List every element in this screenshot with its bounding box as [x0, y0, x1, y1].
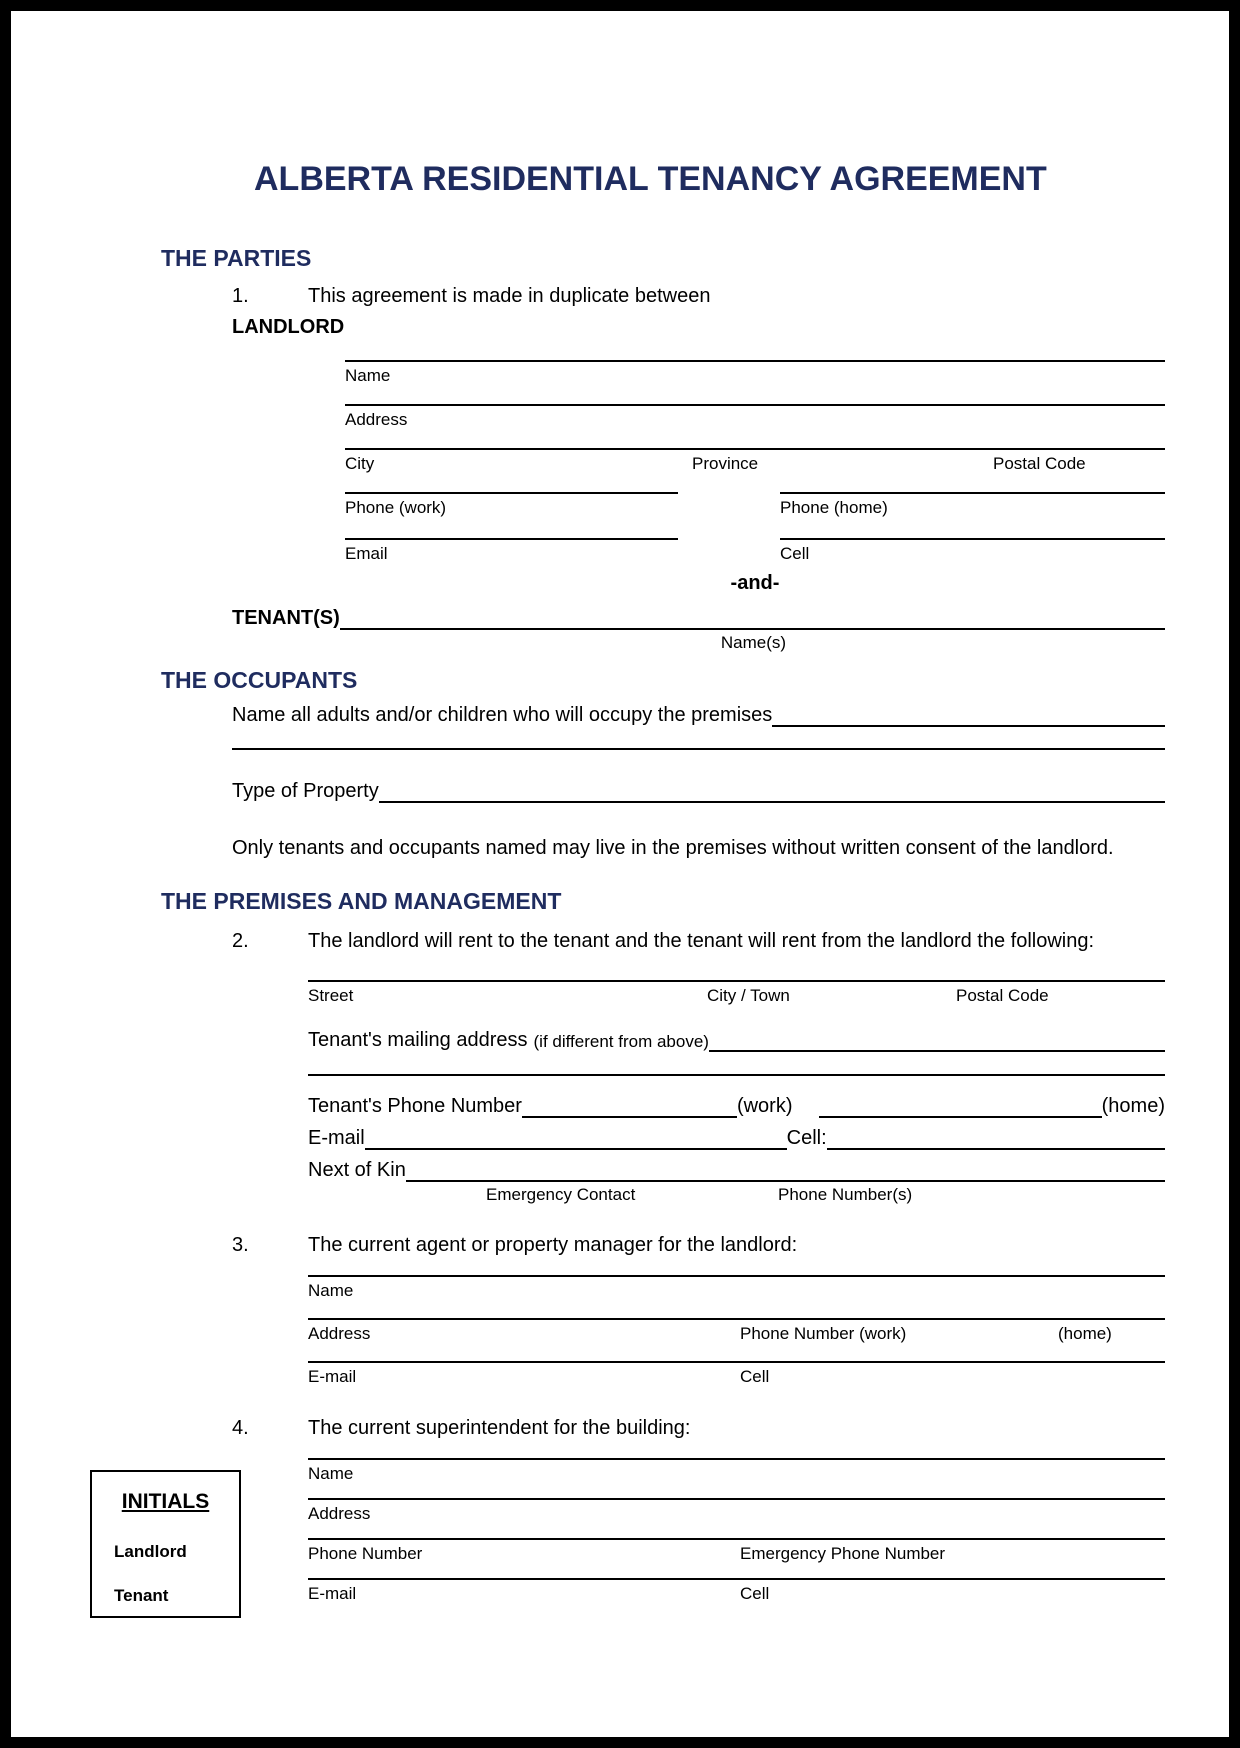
- rental-postal-code-label: Postal Code: [956, 986, 1049, 1005]
- item-4-number: 4.: [232, 1417, 249, 1439]
- landlord-email-cell-row: [345, 538, 1165, 564]
- agent-name-label: Name: [308, 1281, 354, 1300]
- rental-street-city-postal-field[interactable]: [308, 980, 1165, 1006]
- landlord-phone-work-label: Phone (work): [345, 498, 447, 517]
- next-of-kin-sublabels: [308, 1185, 1165, 1205]
- next-of-kin-field[interactable]: [406, 1157, 1165, 1182]
- mailing-address-field-line2[interactable]: [308, 1074, 1165, 1076]
- agent-fields: [308, 1275, 1165, 1387]
- next-of-kin-row: [308, 1157, 1165, 1182]
- superintendent-emergency-phone-label: Emergency Phone Number: [740, 1544, 946, 1563]
- landlord-address-field[interactable]: [345, 404, 1165, 430]
- item-3-text: The current agent or property manager for the landlord:: [308, 1234, 798, 1256]
- landlord-address-label: Address: [345, 410, 408, 429]
- initials-landlord-label[interactable]: Landlord: [114, 1542, 187, 1561]
- mailing-address-label: Tenant's mailing address: [308, 1029, 528, 1051]
- tenant-email-cell-row: [308, 1125, 1165, 1150]
- superintendent-name-label: Name: [308, 1464, 354, 1483]
- agent-phone-home-label: (home): [1058, 1324, 1112, 1343]
- superintendent-phone-field[interactable]: [308, 1538, 1165, 1564]
- item-2-number: 2.: [232, 930, 249, 952]
- agent-name-field[interactable]: [308, 1275, 1165, 1301]
- landlord-city-label: City: [345, 454, 375, 473]
- rental-city-town-label: City / Town: [707, 986, 790, 1005]
- page-title: ALBERTA RESIDENTIAL TENANCY AGREEMENT: [254, 160, 1047, 198]
- landlord-email-field[interactable]: [345, 538, 678, 564]
- item-3: [232, 1234, 1229, 1257]
- mailing-address-note: (if different from above): [533, 1032, 709, 1051]
- mailing-address-field[interactable]: [709, 1027, 1165, 1052]
- landlord-name-field[interactable]: [345, 360, 1165, 386]
- agent-phone-work-label: Phone Number (work): [740, 1324, 907, 1343]
- superintendent-email-cell-field[interactable]: [308, 1578, 1165, 1604]
- initials-box-title: INITIALS: [121, 1490, 210, 1513]
- mailing-address-row: [308, 1027, 1165, 1052]
- item-1: [232, 285, 1229, 308]
- item-1-text: This agreement is made in duplicate between: [308, 285, 711, 307]
- occupy-names-field[interactable]: [772, 702, 1165, 727]
- agent-cell-label: Cell: [740, 1367, 770, 1386]
- section-heading-the-occupants: THE OCCUPANTS: [161, 667, 358, 693]
- phone-numbers-sublabel: Phone Number(s): [778, 1185, 913, 1204]
- landlord-postal-code-label: Postal Code: [993, 454, 1086, 473]
- rental-premises-fields: [308, 980, 1165, 1205]
- landlord-phone-home-label: Phone (home): [780, 498, 888, 517]
- tenant-email-field[interactable]: [365, 1125, 787, 1150]
- rental-street-label: Street: [308, 986, 354, 1005]
- tenant-cell-field[interactable]: [827, 1125, 1165, 1150]
- superintendent-address-label: Address: [308, 1504, 371, 1523]
- landlord-city-province-postal-field[interactable]: [345, 448, 1165, 474]
- item-1-number: 1.: [232, 285, 249, 307]
- initials-tenant-label[interactable]: Tenant: [114, 1586, 169, 1605]
- tenant-phone-home-field[interactable]: [819, 1093, 1102, 1118]
- landlord-phone-work-field[interactable]: [345, 492, 678, 518]
- item-4: [232, 1417, 1229, 1440]
- section-heading-premises-management: THE PREMISES AND MANAGEMENT: [161, 888, 562, 914]
- agent-email-label: E-mail: [308, 1367, 357, 1386]
- tenant-phone-home-suffix: (home): [1101, 1095, 1165, 1117]
- initials-box: [90, 1470, 241, 1618]
- and-separator: -and-: [730, 572, 780, 594]
- tenants-names-field[interactable]: [340, 605, 1165, 630]
- tenant-phone-label: Tenant's Phone Number: [308, 1095, 522, 1117]
- type-of-property-row: [232, 778, 1165, 803]
- tenant-phone-row: [308, 1093, 1165, 1118]
- type-of-property-label: Type of Property: [232, 780, 379, 802]
- agent-address-phone-field[interactable]: [308, 1318, 1165, 1344]
- occupants-note: Only tenants and occupants named may live in the premises without written consent of the landlord.: [232, 837, 1114, 859]
- landlord-cell-label: Cell: [780, 544, 810, 563]
- occupy-names-field-line2[interactable]: [232, 748, 1165, 750]
- tenants-row: [232, 605, 1165, 653]
- tenant-cell-label: Cell:: [786, 1127, 827, 1149]
- landlord-province-label: Province: [692, 454, 759, 473]
- item-2-text: The landlord will rent to the tenant and the tenant will rent from the landlord the following:: [308, 930, 1095, 952]
- tenants-label: TENANT(S): [232, 607, 340, 629]
- type-of-property-field[interactable]: [379, 778, 1165, 803]
- landlord-phone-home-field[interactable]: [780, 492, 1165, 518]
- superintendent-name-field[interactable]: [308, 1458, 1165, 1484]
- item-4-text: The current superintendent for the building:: [308, 1417, 691, 1439]
- landlord-email-label: Email: [345, 544, 388, 563]
- tenants-names-sublabel: Name(s): [720, 633, 787, 652]
- landlord-fields: [345, 360, 1165, 564]
- section-heading-the-parties: THE PARTIES: [161, 245, 312, 271]
- tenant-phone-work-field[interactable]: [522, 1093, 737, 1118]
- emergency-contact-sublabel: Emergency Contact: [486, 1185, 636, 1204]
- landlord-cell-field[interactable]: [780, 538, 1165, 564]
- tenant-phone-work-suffix: (work): [736, 1095, 793, 1117]
- item-2: [232, 930, 1229, 953]
- superintendent-address-field[interactable]: [308, 1498, 1165, 1524]
- occupy-label: Name all adults and/or children who will occupy the premises: [232, 704, 773, 726]
- item-3-number: 3.: [232, 1234, 249, 1256]
- tenant-email-label: E-mail: [308, 1127, 365, 1149]
- superintendent-phone-label: Phone Number: [308, 1544, 423, 1563]
- landlord-phone-row: [345, 492, 1165, 518]
- landlord-label: LANDLORD: [232, 316, 345, 338]
- superintendent-fields: [308, 1458, 1165, 1604]
- superintendent-cell-label: Cell: [740, 1584, 770, 1603]
- next-of-kin-label: Next of Kin: [308, 1159, 406, 1181]
- occupy-row: [232, 702, 1165, 727]
- landlord-name-label: Name: [345, 366, 391, 385]
- agent-email-cell-field[interactable]: [308, 1361, 1165, 1387]
- superintendent-email-label: E-mail: [308, 1584, 357, 1603]
- agent-address-label: Address: [308, 1324, 371, 1343]
